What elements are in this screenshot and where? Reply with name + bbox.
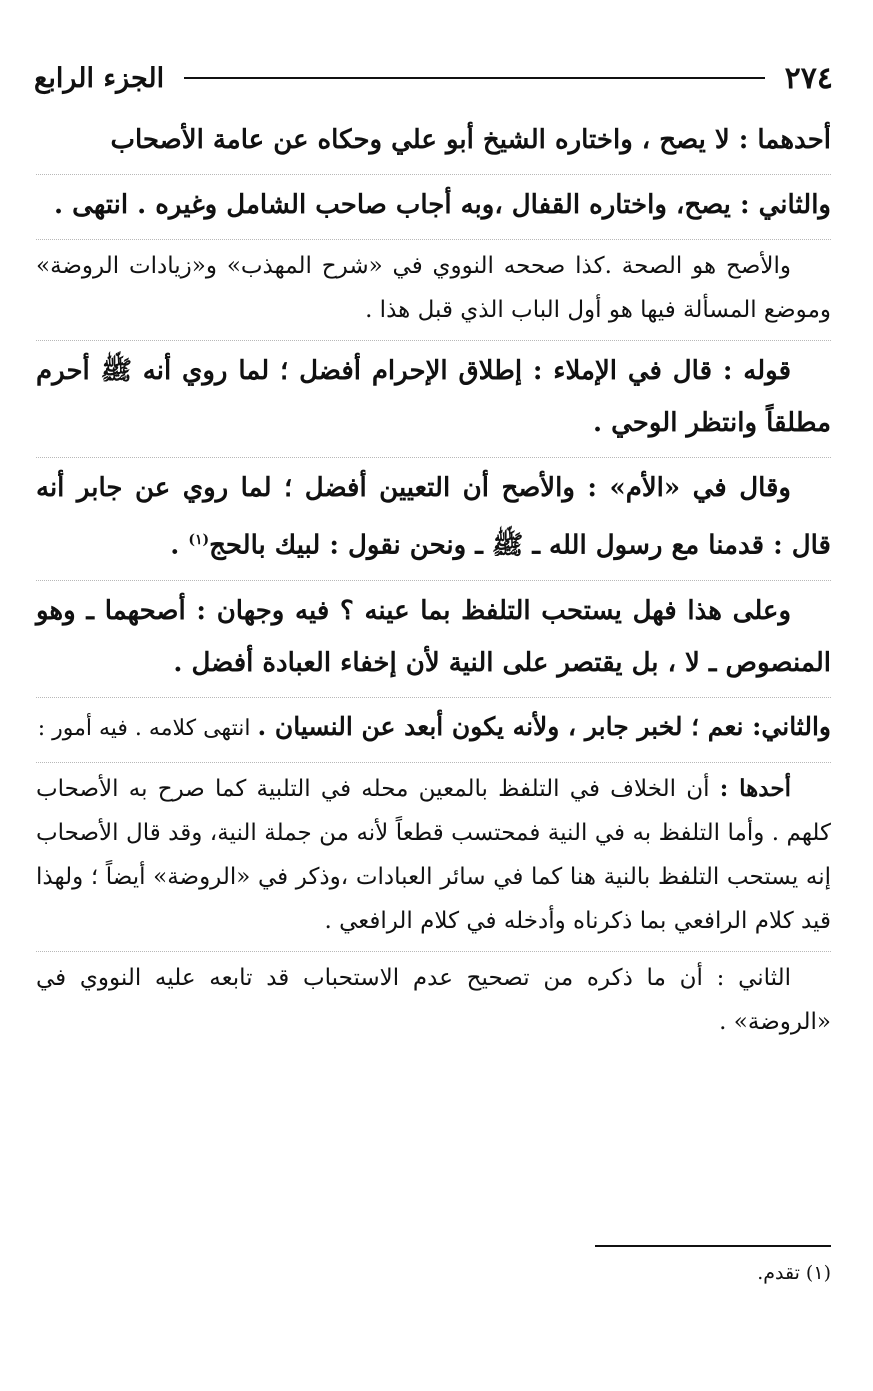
paragraph-text: أن الخلاف في التلفظ بالمعين محله في التلبية كما صرح به الأصحاب كلهم . وأما التلفظ به في النية فمحتسب قطعاً لأنه من جملة النية، وقد قال الأصحاب إنه يستحب التلفظ بالنية هنا كما في سائر العبادات ،وذكر في «الروضة» أيضاً ؛ ولهذا قيد كلام الرافعي بما ذكرناه وأدخله في كلام الرافعي . xyxy=(36,775,831,934)
paragraph-light-tail: انتهى كلامه . فيه أمور : xyxy=(37,715,258,741)
paragraph-text: والأصح هو الصحة .كذا صححه النووي في «شرح المهذب» و«زيادات الروضة» وموضع المسألة فيها هو أول الباب الذي قبل هذا . xyxy=(36,253,831,323)
paragraph-4 xyxy=(36,341,831,458)
page-number: ٢٧٤ xyxy=(784,60,833,96)
paragraph-9 xyxy=(36,952,831,1052)
paragraph-7 xyxy=(36,698,831,763)
paragraph-text: قوله : قال في الإملاء : إطلاق الإحرام أفضل ؛ لما روي أنه ﷺ أحرم مطلقاً وانتظر الوحي . xyxy=(36,356,831,438)
paragraph-2 xyxy=(36,175,831,240)
paragraph-6 xyxy=(36,581,831,698)
page-header xyxy=(34,56,833,100)
paragraph-1 xyxy=(36,110,831,175)
header-rule xyxy=(184,77,764,79)
footnote-reference: (١) xyxy=(188,532,210,548)
paragraph-text: والثاني : يصح، واختاره القفال ،وبه أجاب صاحب الشامل وغيره . انتهى . xyxy=(54,190,831,220)
paragraph-text: وعلى هذا فهل يستحب التلفظ بما عينه ؟ فيه وجهان : أصحهما ـ وهو المنصوص ـ لا ، بل يقتصر على النية لأن إخفاء العبادة أفضل . xyxy=(36,595,831,678)
paragraph-tail: . xyxy=(170,530,189,561)
footnote-rule xyxy=(595,1245,831,1247)
footnote: (١) تقدم. xyxy=(757,1262,831,1284)
page-body xyxy=(36,110,831,1052)
paragraph-text: والثاني: نعم ؛ لخبر جابر ، ولأنه يكون أبعد عن النسيان . xyxy=(257,711,831,741)
paragraph-lead: أحدها : xyxy=(719,774,791,802)
running-head: الجزء الرابع xyxy=(34,62,165,94)
paragraph-text: الثاني : أن ما ذكره من تصحيح عدم الاستحباب قد تابعه عليه النووي في «الروضة» . xyxy=(36,964,831,1035)
paragraph-8 xyxy=(36,763,831,952)
paragraph-5 xyxy=(36,458,831,581)
paragraph-3 xyxy=(36,240,831,341)
paragraph-text: أحدهما : لا يصح ، واختاره الشيخ أبو علي وحكاه عن عامة الأصحاب xyxy=(110,125,831,155)
paragraph-text: وقال في «الأم» : والأصح أن التعيين أفضل ؛ لما روي عن جابر أنه قال : قدمنا مع رسول الله ـ ﷺ ـ ونحن نقول : لبيك بالحج xyxy=(36,473,831,561)
